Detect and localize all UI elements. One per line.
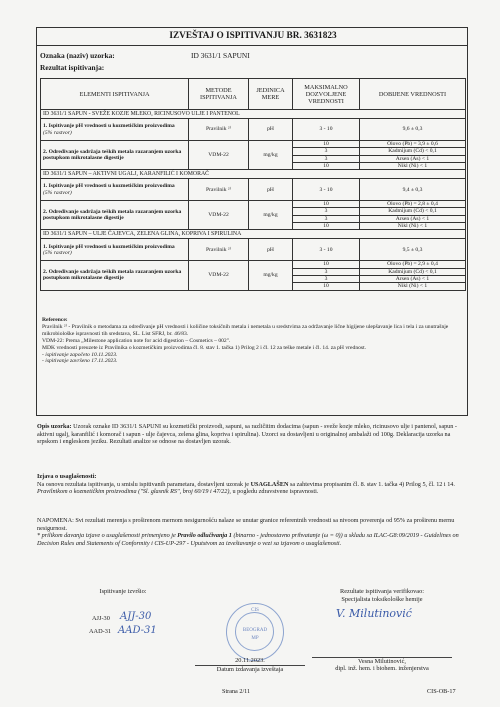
decision-rule-text: (binarno - jednostavno prihvatanje (ω = 0)) u skladu sa ILAC-G8:09/2019 - Guidelines on Decision Rules and Statements of Conformity i CIS-UP-297 - Uputstvom za izveštavanje o vezi sa izjavom o usaglašenosti. xyxy=(37,532,459,548)
unit-cell: mg/kg xyxy=(249,141,293,170)
result-cell: Olovo (Pb) = 3,9 ± 0,6 xyxy=(360,141,466,148)
max-cell: 3 - 10 xyxy=(293,119,360,141)
max-cell: 3 xyxy=(293,155,360,162)
verifier-signature: V. Milutinović xyxy=(336,607,412,620)
analyst-signature: AAD-31 xyxy=(118,625,157,636)
max-cell: 10 xyxy=(293,261,360,268)
result-cell: Arsen (As) < 1 xyxy=(360,275,466,282)
sample-label: Oznaka (naziv) uzorka: xyxy=(40,51,115,60)
element-name: 1. Ispitivanje pH vrednosti u kozmetičkim proizvodima xyxy=(43,243,175,250)
result-cell: 9,5 ± 0,3 xyxy=(360,239,466,261)
element-note: (5% rastvor) xyxy=(43,129,72,136)
max-cell: 3 - 10 xyxy=(293,179,360,201)
conformity-verdict: USAGLAŠEN xyxy=(250,480,289,488)
result-cell: Kadmijum (Cd) < 0,1 xyxy=(360,268,466,275)
result-cell: Kadmijum (Cd) < 0,1 xyxy=(360,148,466,155)
analyst-code: AJJ-30 xyxy=(92,615,110,622)
analyst-signature: AJJ-30 xyxy=(120,611,152,622)
element-cell: 2. Određivanje sadržaja teških metala razaranjem uzorka postupkom mikrotalasne digestije xyxy=(41,261,189,290)
stamp-text: BEOGRAD xyxy=(242,628,268,633)
max-cell: 3 xyxy=(293,208,360,215)
method-cell: Pravilnik ²⁾ xyxy=(189,119,249,141)
report-frame xyxy=(36,27,468,416)
result-cell: Nikl (Ni) < 1 xyxy=(360,162,466,169)
method-cell: Pravilnik ²⁾ xyxy=(189,239,249,261)
element-note: (5% rastvor) xyxy=(43,249,72,256)
table-row xyxy=(41,141,466,148)
max-cell: 3 xyxy=(293,148,360,155)
table-row xyxy=(41,239,466,261)
section-title-row xyxy=(41,170,466,179)
decision-rule-name: Pravilo odlučivanja 1 xyxy=(177,532,232,540)
decision-rule-text: * prilikom davanja izjave o usaglašenosti primenjeno je xyxy=(37,532,178,540)
max-cell: 10 xyxy=(293,223,360,230)
result-cell: Arsen (As) < 1 xyxy=(360,215,466,222)
table-row xyxy=(41,179,466,201)
test-start-date: - ispitivanje započeto 10.11.2023. xyxy=(42,351,118,358)
result-cell: Olovo (Pb) = 2,8 ± 0,4 xyxy=(360,201,466,208)
table-row xyxy=(41,119,466,141)
section-title: ID 3631/1 SAPUN – AKTIVNI UGALJ, KARANFILIĆ I KOMORAČ xyxy=(41,170,466,179)
unit-cell: pH xyxy=(249,119,293,141)
conformity-text: sa zahtevima propisanim čl. 8. stav 1. tačka 4) Prilog 5, čl. 12 i 14. xyxy=(288,480,455,488)
max-cell: 3 - 10 xyxy=(293,239,360,261)
method-cell: VDM-22 xyxy=(189,261,249,290)
analyst-code: AAD-31 xyxy=(89,628,112,635)
section-title-row xyxy=(41,230,466,239)
table-row xyxy=(41,201,466,208)
title-divider xyxy=(37,45,467,46)
note-text: NAPOMENA: Svi rezultati merenja s proširenom mernom nesigurnošću nalaze se unutar granice referentnih vrednosti sa nivoom poverenja od 95% za proširenu mernu nesigurnost. xyxy=(37,517,455,532)
table-row xyxy=(41,261,466,268)
element-cell: 2. Određivanje sadržaja teških metala razaranjem uzorka postupkom mikrotalasne digestije xyxy=(41,141,189,170)
unit-cell: pH xyxy=(249,179,293,201)
method-cell: VDM-22 xyxy=(189,201,249,230)
reference-heading: Reference: xyxy=(42,317,68,323)
issue-date: 20.11.2023. xyxy=(235,657,265,664)
element-note: (5% rastvor) xyxy=(43,189,72,196)
result-cell: 9,4 ± 0,3 xyxy=(360,179,466,201)
reference-block xyxy=(42,317,462,365)
result-cell: Arsen (As) < 1 xyxy=(360,155,466,162)
max-cell: 10 xyxy=(293,283,360,290)
sample-value: ID 3631/1 SAPUNI xyxy=(191,51,250,60)
column-header: MAKSIMALNO DOZVOLJENE VREDNOSTI xyxy=(293,79,360,110)
column-header: METODE ISPITIVANJA xyxy=(189,79,249,110)
test-end-date: - ispitivanje završeno 17.11.2023. xyxy=(42,358,118,365)
unit-cell: pH xyxy=(249,239,293,261)
unit-cell: mg/kg xyxy=(249,201,293,230)
conformity-statement xyxy=(37,473,469,496)
element-cell xyxy=(41,239,189,261)
result-cell: Olovo (Pb) = 2,9 ± 0,4 xyxy=(360,261,466,268)
page-number: Strana 2/11 xyxy=(222,688,251,695)
max-cell: 10 xyxy=(293,141,360,148)
results-table xyxy=(40,78,466,291)
conformity-text: Na osnovu rezultata ispitivanja, u smislu ispitivanih parametara, dostavljeni uzorak je xyxy=(37,480,251,488)
element-cell xyxy=(41,119,189,141)
table-header-row xyxy=(41,79,466,110)
max-cell: 10 xyxy=(293,162,360,169)
result-cell: Nikl (Ni) < 1 xyxy=(360,283,466,290)
note-block xyxy=(37,517,469,548)
reference-line: Pravilnik ²⁾ - Pravilnik o metodama za određivanje pH vrednosti i količine toksičnih metala i nemetala u sredstvima za održavanje lične higijene ulepšavanje lica i tela i za unutrašnje mikrobiološke ispravnosti tih sredstava, SL. List SFRJ, br. 46/83. xyxy=(42,323,449,337)
institution-stamp xyxy=(226,603,284,661)
section-title-row xyxy=(41,110,466,119)
column-header: DOBIJENE VREDNOSTI xyxy=(360,79,466,110)
column-header: JEDINICA MERE xyxy=(249,79,293,110)
sample-description xyxy=(37,423,469,446)
conformity-regulation: Pravilnikom o kozmetičkim proizvodima ("Sl. glasnik RS", broj 60/19 i 47/22) xyxy=(37,488,230,496)
max-cell: 10 xyxy=(293,201,360,208)
element-name: 1. Ispitivanje pH vrednosti u kozmetičkim proizvodima xyxy=(43,123,175,130)
max-cell: 3 xyxy=(293,275,360,282)
section-title: ID 3631/1 SAPUN – ULJE ČAJEVCA, ZELENA GLINA, KOPRIVA I SPIRULINA xyxy=(41,230,466,239)
issue-date-label: Datum izdavanja izveštaja xyxy=(195,665,305,674)
method-cell: VDM-22 xyxy=(189,141,249,170)
conformity-text: , u pogledu zdravstvene ispravnosti. xyxy=(229,488,319,496)
stamp-text: CIS xyxy=(251,608,259,613)
report-title: IZVEŠTAJ O ISPITIVANJU BR. 3631823 xyxy=(169,31,337,41)
conformity-heading: Izjava o usaglašenosti: xyxy=(37,473,97,480)
stamp-text: MP xyxy=(251,636,259,641)
unit-cell: mg/kg xyxy=(249,261,293,290)
performed-by-label: Ispitivanje izvršio: xyxy=(99,588,147,595)
verifier-label: Rezultate ispitivanja verifikovao: xyxy=(340,588,424,595)
reference-line: MDK vrednosti preuzete iz Pravilnika o kozmetičkim proizvodima čl. 8. stav 1. tačka 1) Prilog 2 i čl. 12 za teške metale i čl. 14. za pH vrednost. xyxy=(42,344,367,351)
document-code: CIS-OB-17 xyxy=(427,688,456,695)
max-cell: 3 xyxy=(293,215,360,222)
element-cell xyxy=(41,179,189,201)
results-label: Rezultat ispitivanja: xyxy=(40,63,105,72)
verifier-role: Specijalista toksikološke hemije xyxy=(341,596,423,603)
method-cell: Pravilnik ²⁾ xyxy=(189,179,249,201)
element-name: 1. Ispitivanje pH vrednosti u kozmetičkim proizvodima xyxy=(43,183,175,190)
result-cell: Kadmijum (Cd) < 0,1 xyxy=(360,208,466,215)
max-cell: 3 xyxy=(293,268,360,275)
verifier-name: Vesna Milutinović, xyxy=(312,657,452,666)
column-header: ELEMENTI ISPITIVANJA xyxy=(41,79,189,110)
description-text: Uzorak oznake ID 3631/1 SAPUNI su kozmetički proizvodi, sapuni, sa različitim dodacima (sapun - sveže kozje mleko, ricinusovo ulje i pantenol, sapun - aktivni ugalj, karanfilić i komorač i sapun - ulje čajevca, zelena glina, kopriva i spirulina). Uzorci su dostavljeni u originalnoj ambalaži od 100g. Deklaracija uzorka na srpskom i engleskom jeziku. Rezultati analize se odnose na dostavljen uzorak. xyxy=(37,423,457,446)
reference-line: VDM-22: Prema „Milestone application note for acid digestion – Cosmetics – 002". xyxy=(42,337,231,344)
verifier-title: dipl. inž. hem. i biohem. inženjerstva xyxy=(335,665,429,672)
result-cell: Nikl (Ni) < 1 xyxy=(360,223,466,230)
description-label: Opis uzorka: xyxy=(37,423,72,430)
result-cell: 9,6 ± 0,3 xyxy=(360,119,466,141)
element-cell: 2. Određivanje sadržaja teških metala razaranjem uzorka postupkom mikrotalasne digestije xyxy=(41,201,189,230)
section-title: ID 3631/1 SAPUN - SVEŽE KOZJE MLEKO, RICINUSOVO ULJE I PANTENOL xyxy=(41,110,466,119)
